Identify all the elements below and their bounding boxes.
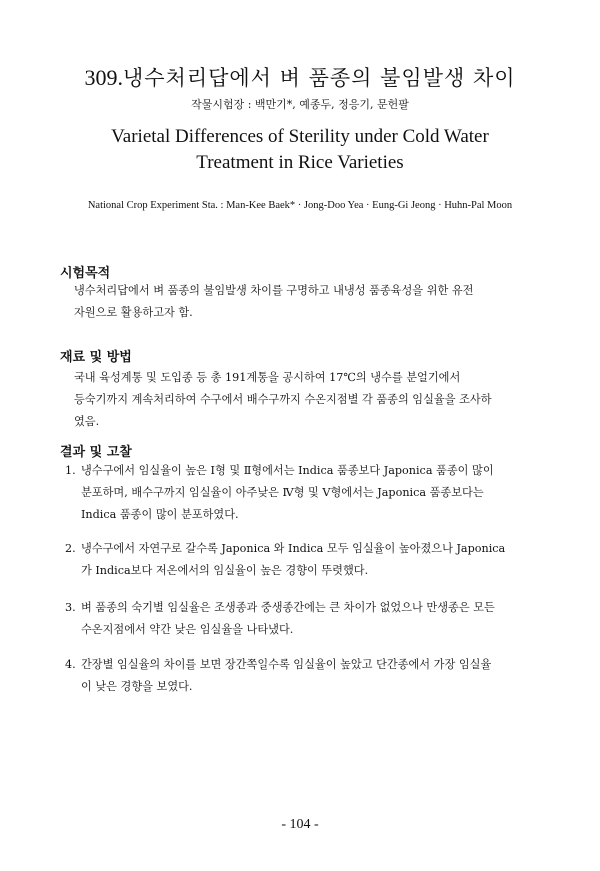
section-heading-purpose: 시험목적 xyxy=(60,266,111,281)
result-item-number: 4. xyxy=(65,658,76,671)
result-item-number: 2. xyxy=(65,542,76,555)
text-line: 벼 품종의 숙기별 임실율은 조생종과 중생종간에는 큰 차이가 없었으나 만생종은 모든 xyxy=(81,601,495,614)
text-line: Indica 품종이 많이 분포하였다. xyxy=(81,508,239,521)
section-body-purpose xyxy=(74,280,546,324)
text-line: 국내 육성계통 및 도입종 등 총 191계통을 공시하여 17℃의 냉수를 분얼기에서 xyxy=(74,371,461,384)
text-line: 수온지점에서 약간 낮은 임실율을 나타냈다. xyxy=(81,623,294,636)
text-line: 자원으로 활용하고자 함. xyxy=(74,306,193,319)
result-item-text xyxy=(81,460,553,526)
authors-korean: 작물시험장 : 백만기*, 예종두, 정응기, 문헌팔 xyxy=(191,98,409,111)
paper-title-english-line2: Treatment in Rice Varieties xyxy=(196,152,404,173)
paper-title-korean xyxy=(0,62,600,92)
text-line: 등숙기까지 계속처리하여 수구에서 배수구까지 수온지점별 각 품종의 임실율을 조사하 xyxy=(74,393,492,406)
text-line: 였음. xyxy=(74,415,100,428)
paper-title-english-line1: Varietal Differences of Sterility under Cold Water xyxy=(111,126,489,147)
page-number: - 104 - xyxy=(281,817,319,832)
paper-number: 309. xyxy=(84,65,123,90)
section-heading-results: 결과 및 고찰 xyxy=(60,445,132,460)
section-heading-methods: 재료 및 방법 xyxy=(60,350,132,365)
text-line: 간장별 임실율의 차이를 보면 장간쪽일수록 임실율이 높았고 단간종에서 가장 임실율 xyxy=(81,658,492,671)
text-line: 이 낮은 경향을 보였다. xyxy=(81,680,193,693)
result-item-number: 3. xyxy=(65,601,76,614)
text-line: 분포하며, 배수구까지 임실율이 아주낮은 Ⅳ형 및 Ⅴ형에서는 Japonica 품종보다는 xyxy=(81,486,484,499)
result-item-text xyxy=(81,538,553,582)
result-item-text xyxy=(81,597,553,641)
result-item-text xyxy=(81,654,553,698)
text-line: 가 Indica보다 저온에서의 임실율이 높은 경향이 뚜렷했다. xyxy=(81,564,369,577)
affiliation-english: National Crop Experiment Sta. : Man-Kee Baek* · Jong-Doo Yea · Eung-Gi Jeong · Huhn-Pal Moon xyxy=(87,200,513,211)
text-line: 냉수처리답에서 벼 품종의 불임발생 차이를 구명하고 내냉성 품종육성을 위한 유전 xyxy=(74,284,474,297)
section-body-methods xyxy=(74,367,546,433)
text-line: 냉수구에서 임실율이 높은 Ⅰ형 및 Ⅱ형에서는 Indica 품종보다 Japonica 품종이 많이 xyxy=(81,464,494,477)
paper-title-korean-text: 냉수처리답에서 벼 품종의 불임발생 차이 xyxy=(122,66,516,90)
result-item-number: 1. xyxy=(65,464,76,477)
text-line: 냉수구에서 자연구로 갈수록 Japonica 와 Indica 모두 임실율이 높아졌으나 Japonica xyxy=(81,542,506,555)
